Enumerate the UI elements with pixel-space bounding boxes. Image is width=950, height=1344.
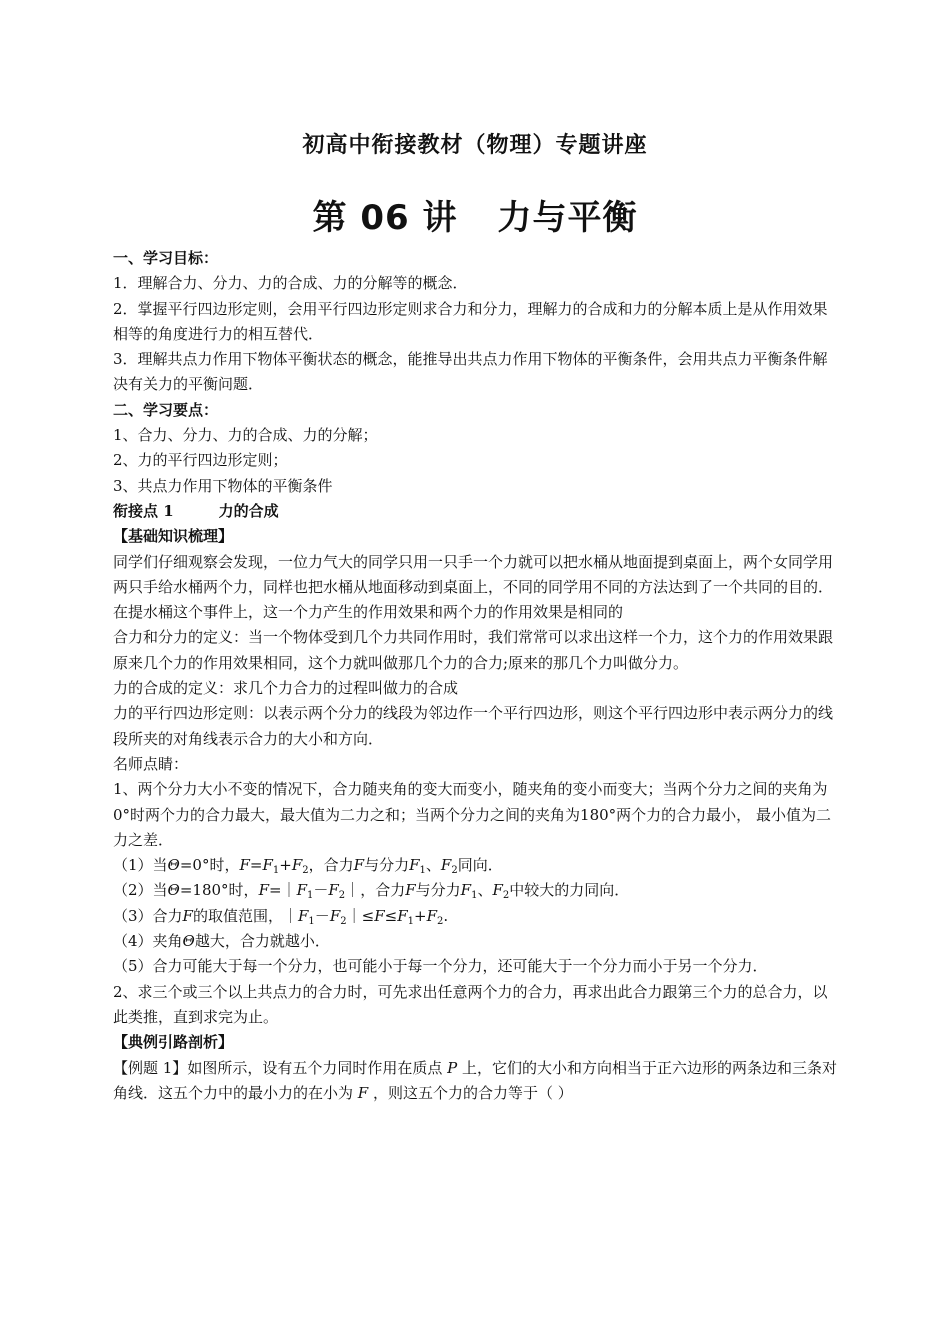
section-label: 衔接点 1 (113, 501, 174, 520)
key-points-heading: 二、学习要点： (113, 400, 219, 419)
objective-item-1: 1．理解合力、分力、力的合成、力的分解等的概念． (113, 274, 468, 293)
basics-paragraph-1: 同学们仔细观察会发现，一位力气大的同学只用一只手一个力就可以把水桶从地面提到桌面上，两个女同学用两只手给水桶两个力，同样也把水桶从地面移动到桌面上，不同的同学用不同的方法达到了一个共同的目的．在提水桶这个事件上，这一个力产生的作用效果和两个力的作用效果是相同的 (113, 552, 834, 622)
note-5: （5）合力可能大于每一个分力，也可能小于每一个分力，还可能大于一个分力而小于另一个分力． (113, 957, 768, 976)
basics-paragraph-3: 力的合成的定义：求几个力合力的过程叫做力的合成 (113, 679, 459, 698)
lecture-number: 第 06 讲 (312, 198, 458, 238)
examples-heading: 【典例引路剖析】 (113, 1033, 234, 1052)
example-1-label: 【例题 1】 (113, 1058, 188, 1077)
objective-item-3: 3．理解共点力作用下物体平衡状态的概念，能推导出共点力作用下物体的平衡条件，会用共点力平衡条件解决有关力的平衡问题． (113, 350, 828, 394)
example-1: 【例题 1】如图所示，设有五个力同时作用在质点 P 上，它们的大小和方向相当于正六边形的两条边和三条对角线．这五个力中的最小力的在小为 F ，则这五个力的合力等于（ ） (113, 1058, 837, 1102)
basics-paragraph-6: 1、两个分力大小不变的情况下，合力随夹角的变大而变小，随夹角的变小而变大；当两个分力之间的夹角为0°时两个力的合力最大，最大值为二力之和；当两个分力之间的夹角为180°两个力的合力最小， 最小值为二力之差． (113, 780, 831, 849)
basics-heading: 【基础知识梳理】 (113, 527, 234, 546)
note-3: （3）合力F的取值范围，$|F_1-F_2|\le F\le F_1+F_2$. (113, 906, 449, 927)
objective-item-2: 2．掌握平行四边形定则，会用平行四边形定则求合力和分力，理解力的合成和力的分解本质上是从作用效果相等的角度进行力的相互替代． (113, 299, 828, 343)
key-point-3: 3、共点力作用下物体的平衡条件 (113, 476, 333, 495)
key-point-2: 2、力的平行四边形定则； (113, 451, 288, 470)
series-title: 初高中衔接教材（物理）专题讲座 (302, 133, 648, 158)
basics-paragraph-4: 力的平行四边形定则：以表示两个分力的线段为邻边作一个平行四边形，则这个平行四边形中表示两分力的线段所夹的对角线表示合力的大小和方向． (113, 704, 834, 748)
lecture-topic: 力与平衡 (497, 198, 638, 238)
basics-paragraph-5: 名师点睛： (113, 754, 189, 773)
document-body (113, 246, 838, 1106)
section-heading (113, 499, 838, 524)
basics-paragraph-2: 合力和分力的定义：当一个物体受到几个力共同作用时，我们常常可以求出这样一个力，这个力的作用效果跟原来几个力的作用效果相同，这个力就叫做那几个力的合力;原来的那几个力叫做分力。 (113, 628, 834, 672)
basics-point-2: 2、求三个或三个以上共点力的合力时，可先求出任意两个力的合力，再求出此合力跟第三个力的总合力，以此类推，直到求完为止。 (113, 982, 828, 1026)
key-point-1: 1、合力、分力、力的合成、力的分解； (113, 426, 378, 445)
note-2: （2）当Θ=180°时，$F=|F_1-F_2|$，合力F与分力$F_1$、$F_2$中较大的力同向． (113, 881, 630, 902)
objectives-heading: 一、学习目标： (113, 249, 219, 267)
note-1: （1）当Θ=0°时，$F=F_1+F_2$，合力F与分力$F_1$、$F_2$同向． (113, 856, 503, 877)
lecture-title (0, 190, 950, 239)
note-4: （4）夹角Θ越大，合力就越小． (113, 932, 330, 951)
section-title: 力的合成 (218, 501, 279, 520)
